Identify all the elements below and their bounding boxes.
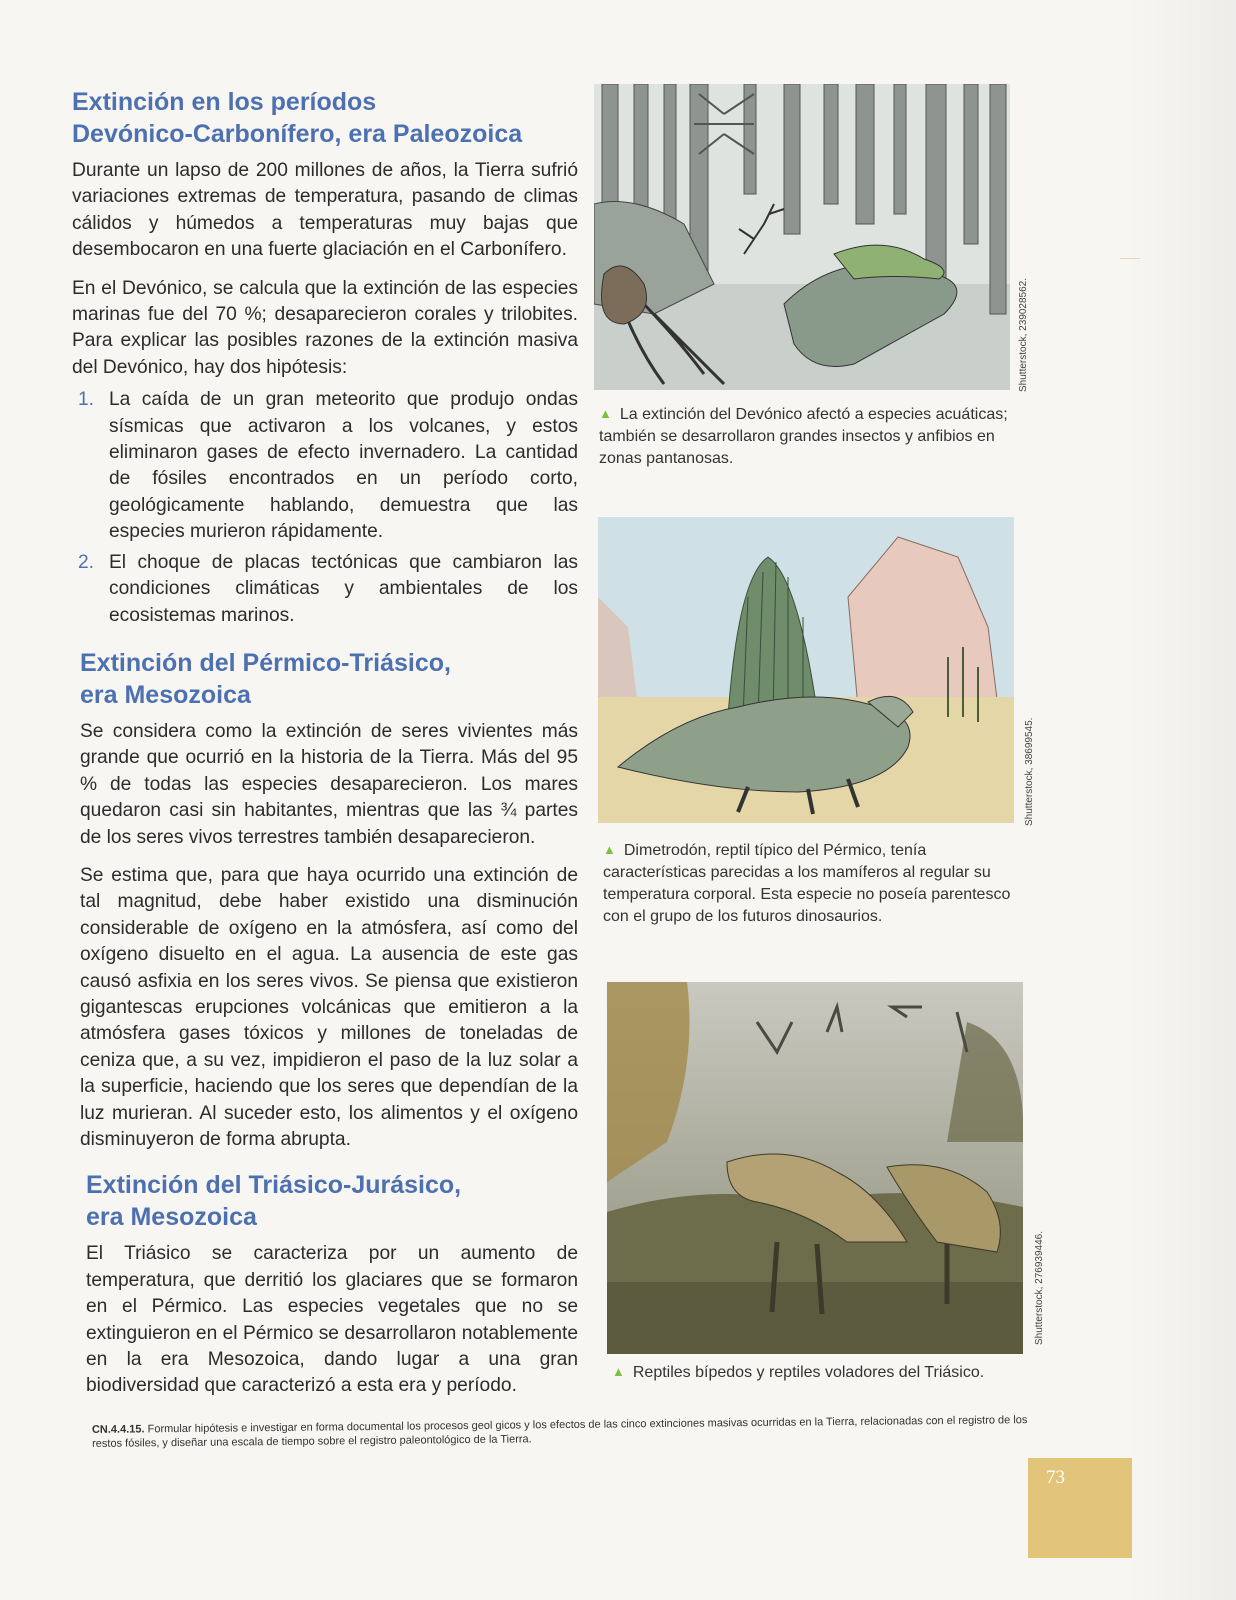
- page-number-tab: [1028, 1458, 1132, 1558]
- curriculum-code: CN.4.4.15.: [91, 1423, 145, 1436]
- list-item: [72, 387, 578, 545]
- image-credit: Shutterstock, 239028562.: [1018, 278, 1029, 392]
- triassic-reptiles-illustration: [607, 982, 1023, 1354]
- figure-caption: [603, 840, 1021, 928]
- paragraph: Se considera como la extinción de seres vivientes más grande que ocurrió en la historia de la Tierra. Más del 95 % de todas las especies desaparecieron. Los mares quedaron casi sin habitantes, mientras que las ¾ partes de los seres vivos terrestres también desaparecieron.: [80, 720, 578, 848]
- list-number: 1.: [78, 389, 95, 411]
- list-text: La caída de un gran meteorito que produjo ondas sísmicas que activaron a los volcanes, y estos eliminaron gases de efecto invernadero. La cantidad de fósiles encontrados en un período corto, geológicamente hablando, demuestra que las especies murieron rápidamente.: [109, 389, 578, 543]
- section-title-line: Devónico-Carbonífero, era Paleozoica: [72, 120, 523, 148]
- caption-text: Dimetrodón, reptil típico del Pérmico, tenía características parecidas a los mamíferos al regular su temperatura corporal. Esta especie no poseía parentesco con el grupo de los futuros dinosaurios.: [603, 842, 1011, 925]
- paragraph: El Triásico se caracteriza por un aumento de temperatura, que derritió los glaciares que se formaron en el Pérmico. Las especies vegetales que no se extinguieron en el Pérmico se desarrollaron notablemente en la era Mesozoica, dando lugar a una gran biodiversidad que caracterizó a esta era y período.: [86, 1243, 578, 1397]
- triangle-bullet-icon: ▲: [599, 406, 612, 421]
- image-credit: Shutterstock, 276939446.: [1034, 1231, 1045, 1345]
- caption-text: Reptiles bípedos y reptiles voladores del Triásico.: [632, 1364, 985, 1381]
- list-item: [72, 550, 578, 629]
- figure-caption: [599, 404, 1009, 470]
- section-title: [72, 86, 578, 150]
- section-title: [80, 647, 578, 711]
- page-edge-shade: [1126, 0, 1236, 1600]
- footnote-text: Formular hipótesis e investigar en forma documental los procesos geol gicos y los efectos de las cinco extinciones masivas ocurridas en la Tierra, relacionadas con el registro de los restos fósiles, y diseñar una escala de tiempo sobre el registro paleontológico de la Tierra.: [92, 1414, 1028, 1450]
- list-number: 2.: [78, 551, 95, 573]
- section-devonian: [72, 86, 578, 629]
- image-credit: Shutterstock, 38699545.: [1024, 717, 1035, 826]
- hypothesis-list: [72, 387, 578, 629]
- paragraph: En el Devónico, se calcula que la extinción de las especies marinas fue del 70 %; desaparecieron corales y trilobites. Para explicar las posibles razones de la extinción masiva del Devónico, hay dos hipótesis:: [72, 277, 578, 378]
- page-number: 73: [1046, 1467, 1065, 1488]
- section-title: [86, 1169, 578, 1233]
- section-title-line: Extinción en los períodos: [72, 88, 377, 116]
- main-text-column: [72, 86, 578, 1400]
- devonian-swamp-illustration: [594, 84, 1010, 390]
- curriculum-footnote: [92, 1413, 1032, 1451]
- dimetrodon-illustration: [598, 517, 1014, 823]
- figure-caption: [612, 1362, 1022, 1384]
- caption-text: La extinción del Devónico afectó a especies acuáticas; también se desarrollaron grandes insectos y anfibios en zonas pantanosas.: [599, 406, 1008, 467]
- triangle-bullet-icon: ▲: [603, 842, 616, 857]
- section-title-line: era Mesozoica: [80, 680, 251, 709]
- edge-mark: [1120, 258, 1140, 259]
- triangle-bullet-icon: ▲: [612, 1364, 625, 1379]
- paragraph: Se estima que, para que haya ocurrido una extinción de tal magnitud, debe haber existido una disminución considerable de oxígeno en la atmósfera, así como del oxígeno disuelto en el agua. La ausencia de este gas causó asfixia en los seres vivos. Se piensa que existieron gigantescas erupciones volcánicas que emitieron a la atmósfera gases tóxicos y millones de toneladas de ceniza que, a su vez, impidieron el paso de la luz solar a la superficie, haciendo que los seres que dependían de la luz murieran. Al suceder esto, los alimentos y el oxígeno disminuyeron de forma abrupta.: [80, 864, 578, 1150]
- section-title-line: Extinción del Pérmico-Triásico,: [80, 648, 451, 677]
- paragraph: Durante un lapso de 200 millones de años, la Tierra sufrió variaciones extremas de temperatura, pasando de climas cálidos y húmedos a temperaturas muy bajas que desembocaron en una fuerte glaciación en el Carbonífero.: [72, 160, 578, 261]
- section-triassic-jurassic: [72, 1169, 578, 1399]
- list-text: El choque de placas tectónicas que cambiaron las condiciones climáticas y ambientales de los ecosistemas marinos.: [109, 551, 578, 626]
- section-title-line: era Mesozoica: [86, 1203, 257, 1232]
- section-permian-triassic: [72, 647, 578, 1154]
- section-title-line: Extinción del Triásico-Jurásico,: [86, 1171, 462, 1200]
